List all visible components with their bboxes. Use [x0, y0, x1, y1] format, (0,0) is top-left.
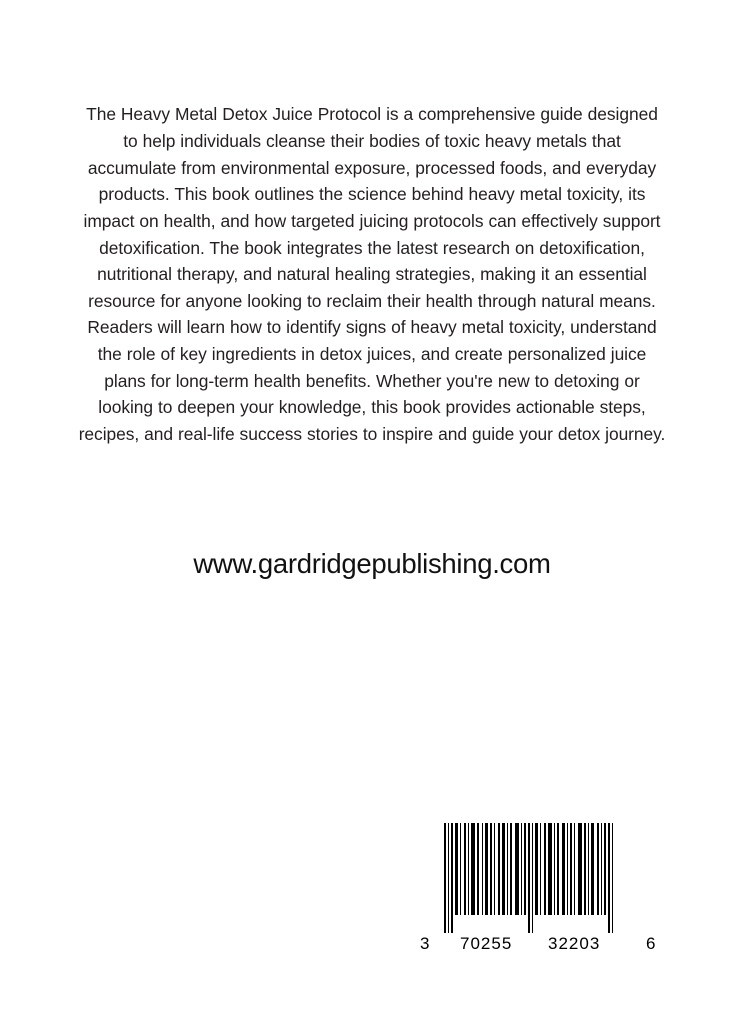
barcode-digit-left: 3: [420, 934, 431, 953]
barcode-digits: [418, 934, 680, 956]
barcode-digit-group-2: 32203: [548, 934, 601, 953]
publisher-website: www.gardridgepublishing.com: [193, 548, 551, 579]
barcode-digit-right: 6: [646, 934, 657, 953]
barcode-icon: [444, 823, 680, 933]
barcode-digit-group-1: 70255: [460, 934, 513, 953]
barcode-block: [418, 823, 680, 956]
book-description: The Heavy Metal Detox Juice Protocol is a comprehensive guide designed to help individuals cleanse their bodies of toxic heavy metals that accumulate from environmental exposure, processed foods, and everyday products. This book outlines the science behind heavy metal toxicity, its impact on health, and how targeted juicing protocols can effectively support detoxification. The book integrates the latest research on detoxification, nutritional therapy, and natural healing strategies, making it an essential resource for anyone looking to reclaim their health through natural means. Readers will learn how to identify signs of heavy metal toxicity, understand the role of key ingredients in detox juices, and create personalized juice plans for long-term health benefits. Whether you're new to detoxing or looking to deepen your knowledge, this book provides actionable steps, recipes, and real-life success stories to inspire and guide your detox journey.: [78, 104, 666, 444]
